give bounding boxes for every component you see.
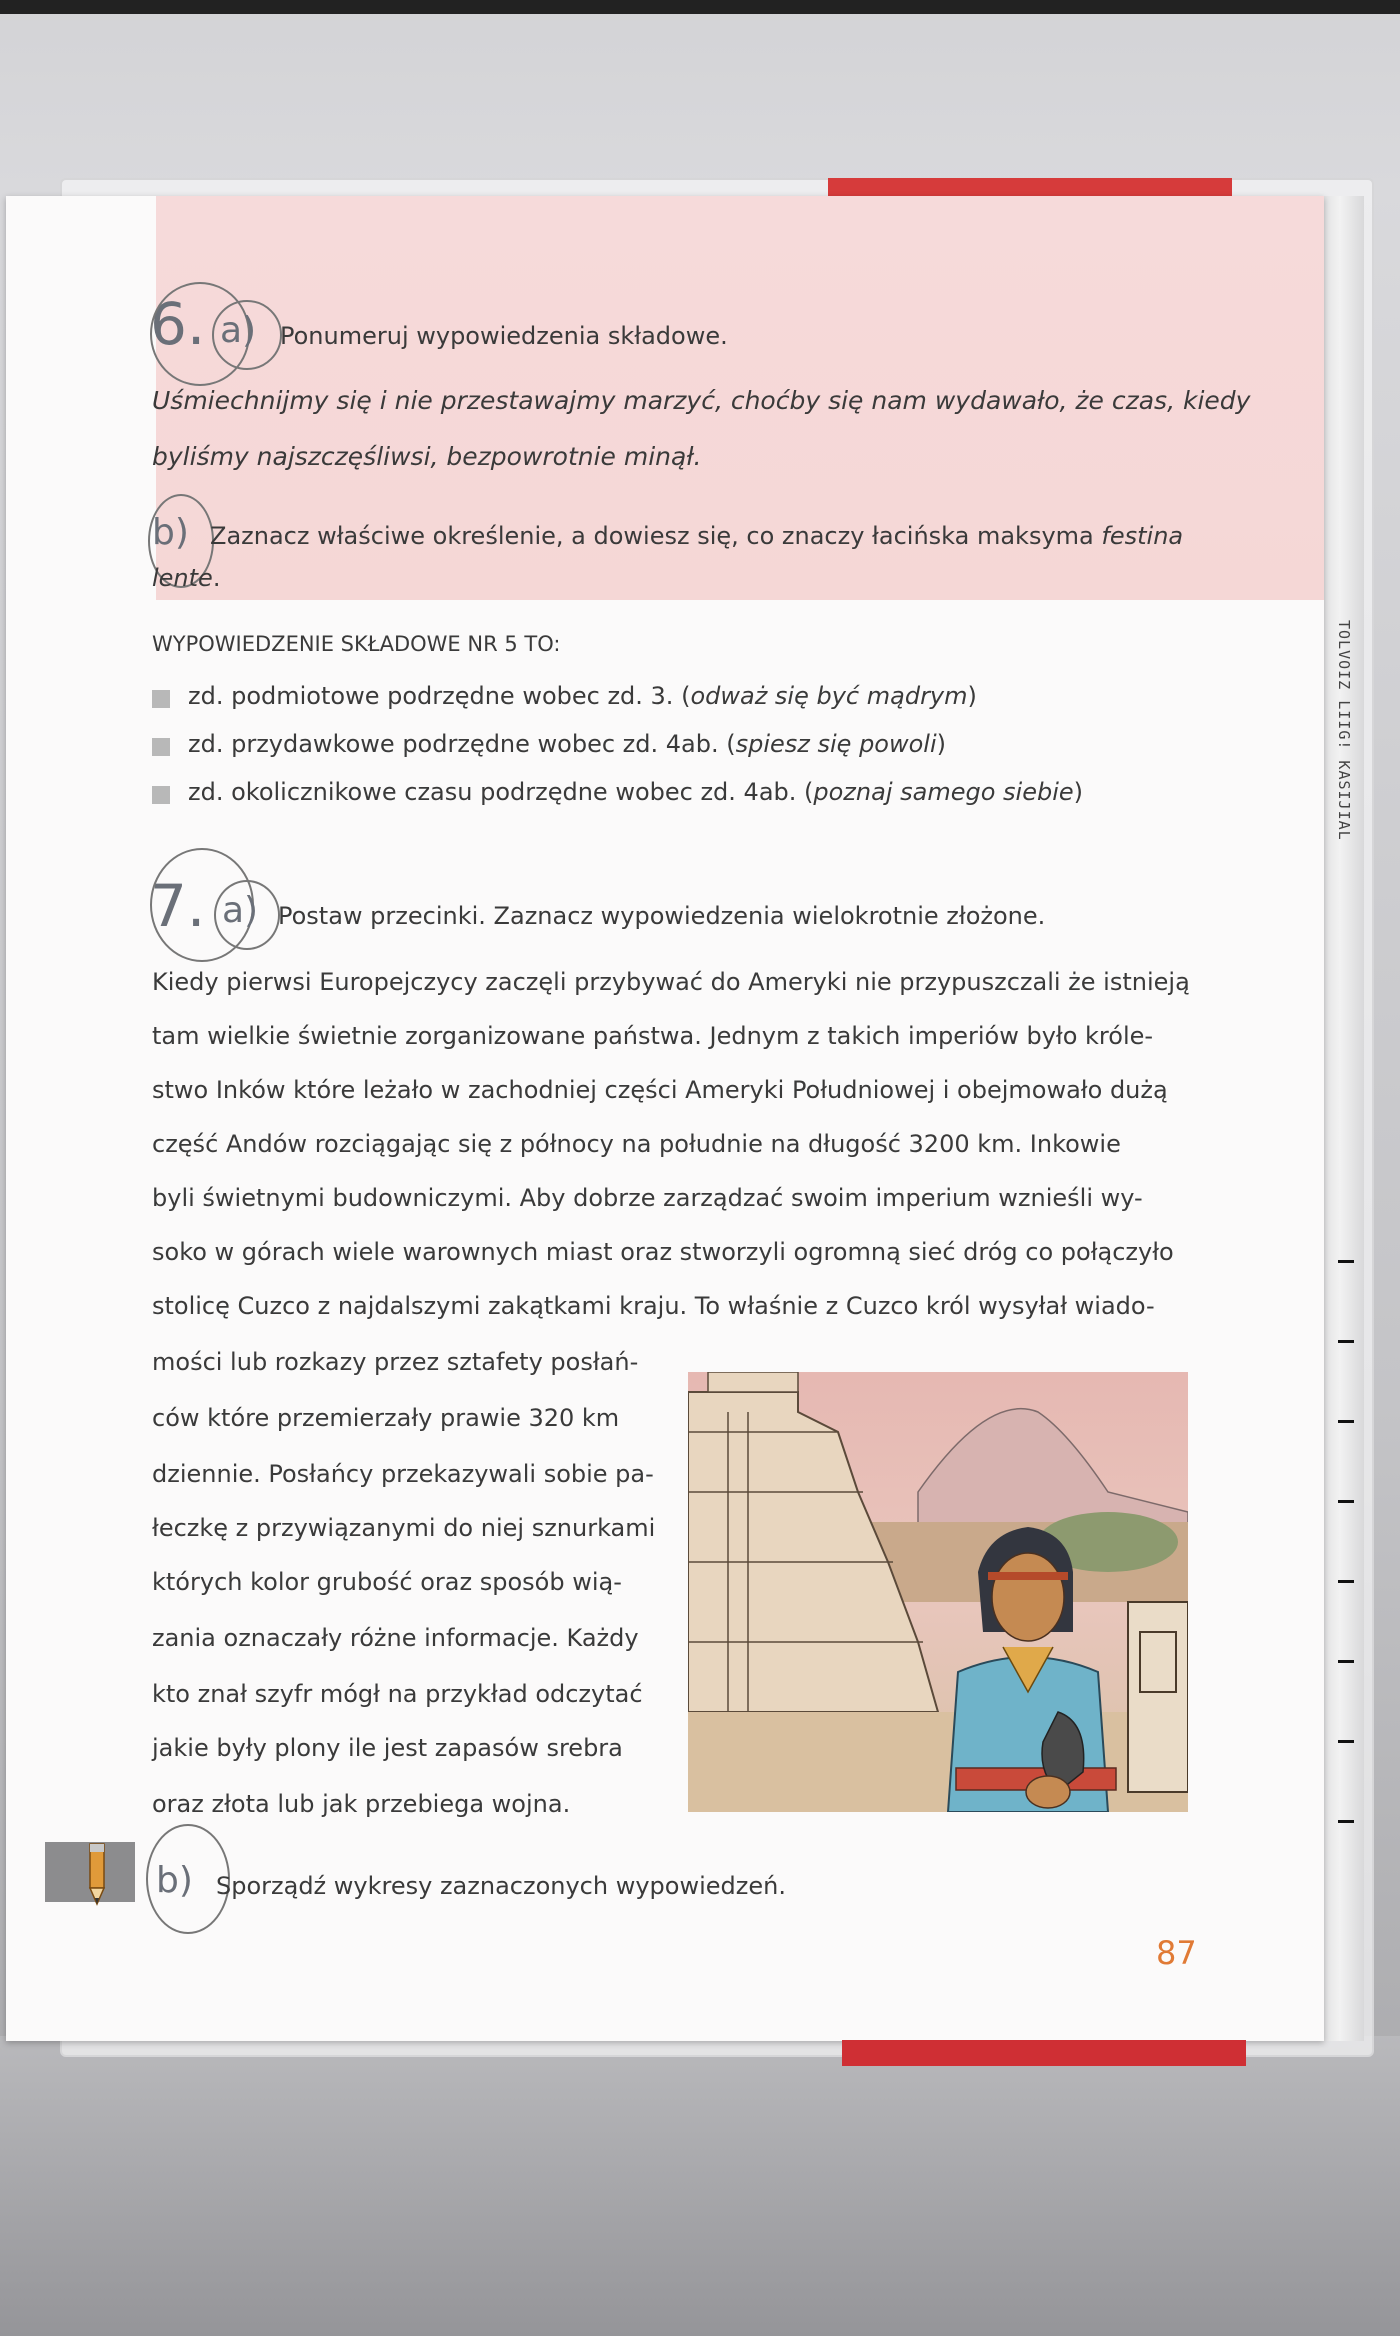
option-2-text: zd. przydawkowe podrzędne wobec zd. 4ab. ( — [188, 730, 736, 758]
text-line: Kiedy pierwsi Europejczycy zaczęli przybywać do Ameryki nie przypuszczali że istnieją — [152, 968, 1190, 996]
text-line: jakie były plony ile jest zapasów srebra — [152, 1734, 623, 1762]
text-line: byli świetnymi budowniczymi. Aby dobrze zarządzać swoim imperium wznieśli wy- — [152, 1184, 1143, 1212]
exercise-6a-sentence-line-1: Uśmiechnijmy się i nie przestawajmy marzyć, choćby się nam wydawało, że czas, kiedy — [152, 386, 1251, 415]
text-line: stwo Inków które leżało w zachodniej części Ameryki Południowej i obejmowało dużą — [152, 1076, 1168, 1104]
checkbox-option-3[interactable] — [152, 786, 170, 804]
edge-text: TOLVOIZ LIIG! KASIJIAL — [1335, 620, 1353, 841]
exercise-6b-maxim-1: festina — [1101, 522, 1184, 550]
exercise-6-number: 6. — [150, 290, 206, 358]
edge-tick — [1338, 1820, 1354, 1823]
exercise-6b-heading: WYPOWIEDZENIE SKŁADOWE NR 5 TO: — [152, 632, 561, 656]
option-3-text: zd. okolicznikowe czasu podrzędne wobec zd. 4ab. ( — [188, 778, 814, 806]
handwritten-circle — [212, 300, 282, 370]
edge-tick — [1338, 1500, 1354, 1503]
edge-tick — [1338, 1740, 1354, 1743]
inca-illustration — [688, 1372, 1188, 1812]
exercise-7a-letter: a) — [222, 890, 259, 931]
option-2-italic: spiesz się powoli — [735, 730, 937, 758]
option-3-end: ) — [1073, 778, 1084, 806]
exercise-6b-maxim-2: lente — [152, 564, 213, 592]
exercise-6a-instruction: Ponumeruj wypowiedzenia składowe. — [280, 322, 728, 350]
option-1-text: zd. podmiotowe podrzędne wobec zd. 3. ( — [188, 682, 691, 710]
text-line: zania oznaczały różne informacje. Każdy — [152, 1624, 639, 1652]
text-line: tam wielkie świetnie zorganizowane państwa. Jednym z takich imperiów było króle- — [152, 1022, 1154, 1050]
pencil-icon — [84, 1840, 110, 1912]
exercise-6b-line-2 — [152, 564, 220, 592]
handwritten-circle — [214, 880, 280, 950]
checkbox-option-2[interactable] — [152, 738, 170, 756]
exercise-6b-instruction: Zaznacz właściwe określenie, a dowiesz się, co znaczy łacińska maksyma — [210, 522, 1094, 550]
exercise-6b-period: . — [212, 564, 221, 592]
exercise-7-number: 7. — [150, 872, 206, 940]
text-line: oraz złota lub jak przebiega wojna. — [152, 1790, 571, 1818]
scan-bottom-area — [0, 2036, 1400, 2336]
text-line: mości lub rozkazy przez sztafety posłań- — [152, 1348, 639, 1376]
text-line: część Andów rozciągając się z północy na południe na długość 3200 km. Inkowie — [152, 1130, 1121, 1158]
edge-tick — [1338, 1340, 1354, 1343]
option-2 — [188, 730, 946, 758]
option-3-italic: poznaj samego siebie — [813, 778, 1074, 806]
edge-tick — [1338, 1260, 1354, 1263]
text-line: kto znał szyfr mógł na przykład odczytać — [152, 1680, 643, 1708]
text-line: dziennie. Posłańcy przekazywali sobie pa- — [152, 1460, 654, 1488]
text-line: soko w górach wiele warownych miast oraz stworzyli ogromną sieć dróg co połączyło — [152, 1238, 1174, 1266]
page-edge-strip — [1324, 196, 1364, 2041]
exercise-7b-letter: b) — [156, 1860, 193, 1901]
text-line: łeczkę z przywiązanymi do niej sznurkami — [152, 1514, 656, 1542]
exercise-6b-instruction-line — [210, 522, 1183, 550]
checkbox-option-1[interactable] — [152, 690, 170, 708]
exercise-6b-letter: b) — [152, 512, 189, 553]
page-number: 87 — [1156, 1934, 1197, 1972]
option-2-end: ) — [936, 730, 947, 758]
edge-tick — [1338, 1660, 1354, 1663]
exercise-7b-instruction: Sporządź wykresy zaznaczonych wypowiedzeń. — [216, 1872, 786, 1900]
text-line: ców które przemierzały prawie 320 km — [152, 1404, 620, 1432]
text-line: których kolor grubość oraz sposób wią- — [152, 1568, 622, 1596]
bookmark-ribbon-bottom — [842, 2040, 1246, 2066]
bookmark-ribbon-top — [828, 178, 1232, 196]
option-1-italic: odważ się być mądrym — [690, 682, 968, 710]
edge-tick — [1338, 1580, 1354, 1583]
edge-tick — [1338, 1420, 1354, 1423]
text-line: stolicę Cuzco z najdalszymi zakątkami kraju. To właśnie z Cuzco król wysyłał wiado- — [152, 1292, 1155, 1320]
option-3 — [188, 778, 1083, 806]
exercise-6a-letter: a) — [220, 310, 257, 351]
scan-top-edge — [0, 0, 1400, 14]
option-1 — [188, 682, 977, 710]
option-1-end: ) — [967, 682, 977, 710]
exercise-7a-instruction: Postaw przecinki. Zaznacz wypowiedzenia wielokrotnie złożone. — [278, 902, 1046, 930]
exercise-6a-sentence-line-2: byliśmy najszczęśliwsi, bezpowrotnie minął. — [152, 442, 702, 471]
